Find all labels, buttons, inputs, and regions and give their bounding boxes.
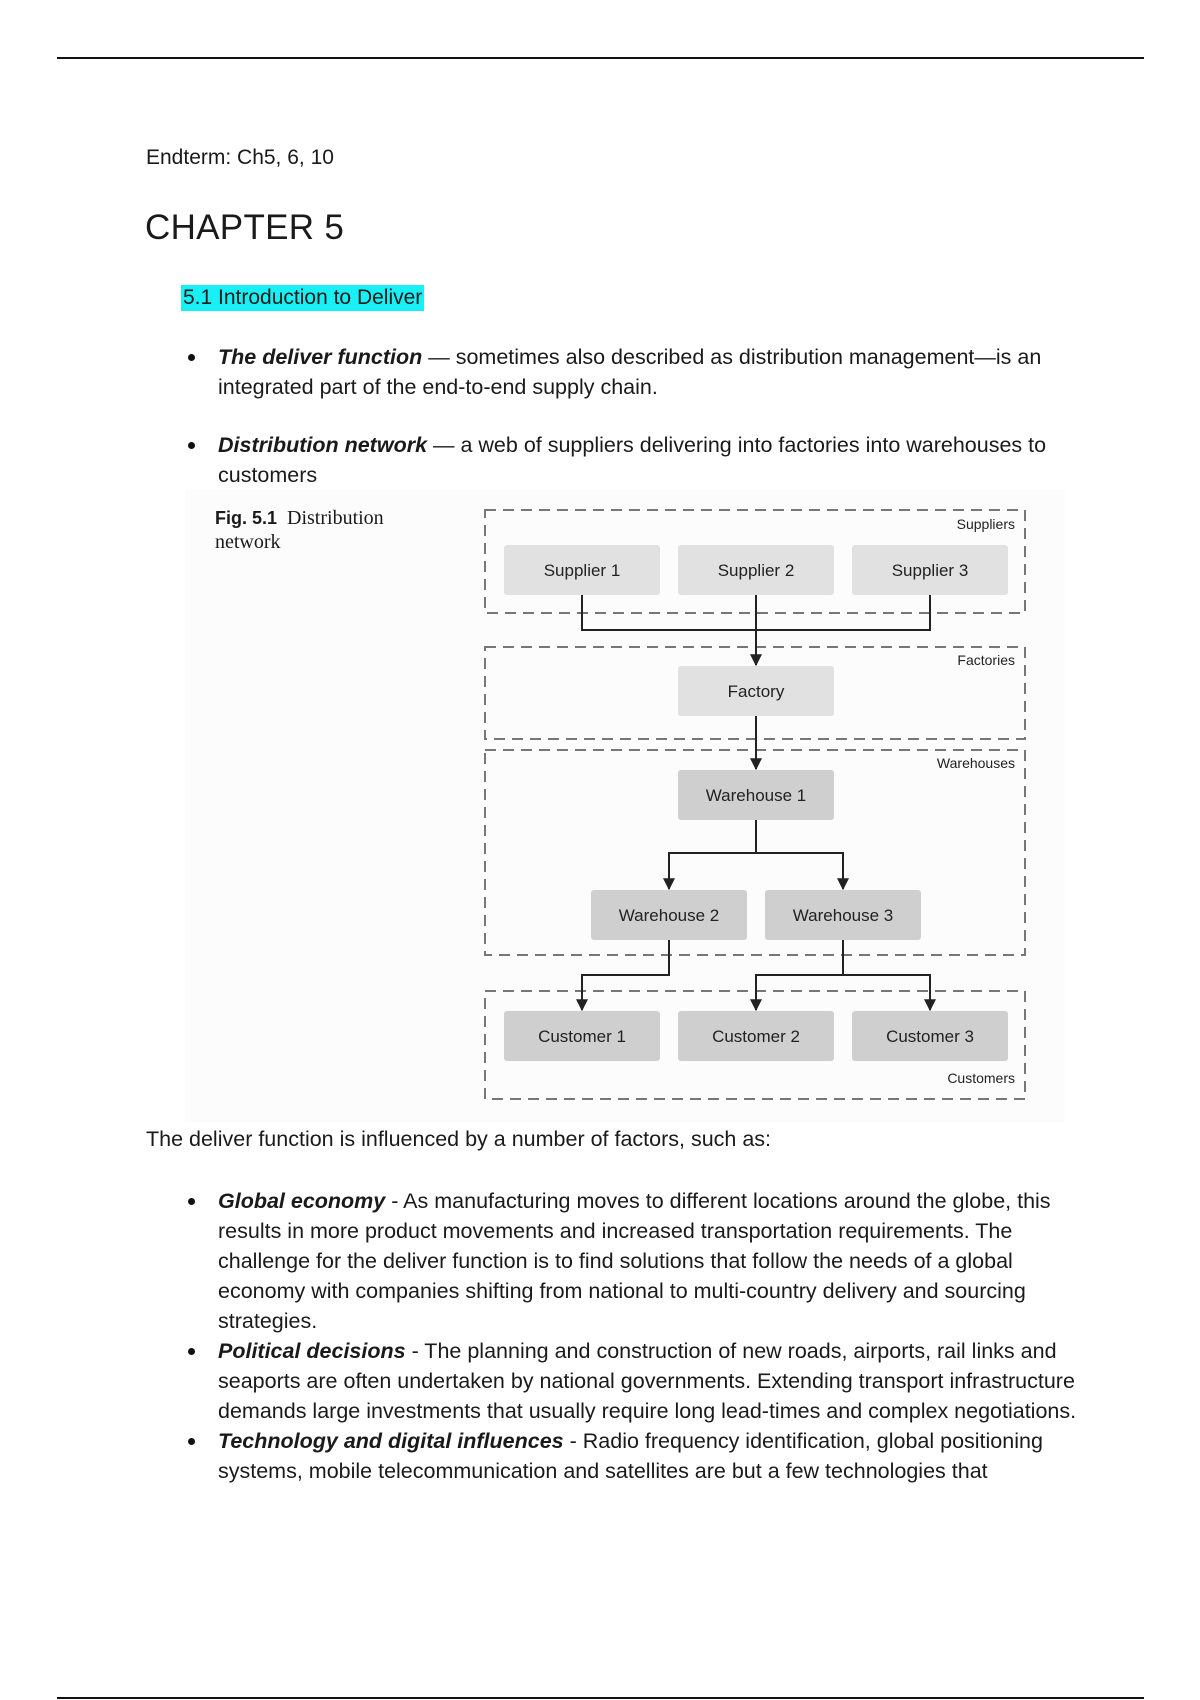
- supplier-1-node: [504, 545, 660, 595]
- customer-3-label: Customer 3: [886, 1027, 974, 1046]
- warehouses-group-label: Warehouses: [936, 755, 1015, 771]
- chapter-title: CHAPTER 5: [145, 208, 345, 247]
- list-item: [218, 342, 1078, 402]
- top-rule: [57, 57, 1144, 59]
- supplier-2-label: Supplier 2: [717, 561, 795, 580]
- supplier-3-label: Supplier 3: [891, 561, 969, 580]
- bottom-rule: [57, 1697, 1144, 1699]
- customer-2-node: [678, 1011, 834, 1061]
- definition-text: — sometimes also described as distribution management—is an integrated part of the end-to-end supply chain.: [218, 345, 1042, 399]
- list-item: [218, 430, 1078, 490]
- factor-text: - As manufacturing moves to different locations around the globe, this results in more product movements and increased transportation requirements. The challenge for the deliver function is to find solutions that follow the needs of a global economy with companies shifting from national to multi-country delivery and sourcing strategies.: [218, 1189, 1051, 1333]
- figure-label: Fig. 5.1: [215, 508, 278, 528]
- factory-label: Factory: [727, 682, 785, 701]
- edge-warehouse-1-to-warehouse-2: [669, 819, 756, 889]
- warehouse-3-node: [765, 890, 921, 940]
- list-item: [218, 1336, 1078, 1426]
- warehouse-2-node: [591, 890, 747, 940]
- edge-warehouse-3-to-customer-3: [843, 975, 930, 1010]
- figure-caption: [215, 506, 415, 554]
- list-item: [218, 1186, 1078, 1336]
- customer-1-label: Customer 1: [538, 1027, 626, 1046]
- distribution-network-diagram: [480, 505, 1040, 1110]
- warehouse-1-node: [678, 770, 834, 820]
- customer-3-node: [852, 1011, 1008, 1061]
- factor-text: - The planning and construction of new roads, airports, rail links and seaports are often undertaken by national governments. Extending transport infrastructure demands large investments that usually require long lead-times and complex negotiations.: [218, 1339, 1077, 1423]
- warehouse-1-label: Warehouse 1: [705, 786, 807, 805]
- supplier-3-node: [852, 545, 1008, 595]
- factor-term: Global economy: [218, 1189, 386, 1213]
- supplier-2-node: [678, 545, 834, 595]
- definition-text: — a web of suppliers delivering into factories into warehouses to customers: [218, 433, 1047, 487]
- factors-intro: The deliver function is influenced by a number of factors, such as:: [146, 1127, 772, 1151]
- warehouse-3-label: Warehouse 3: [792, 906, 894, 925]
- customer-2-label: Customer 2: [712, 1027, 800, 1046]
- definition-term: The deliver function: [218, 345, 423, 369]
- list-item: [218, 1426, 1078, 1486]
- customer-1-node: [504, 1011, 660, 1061]
- warehouse-2-label: Warehouse 2: [618, 906, 720, 925]
- figure-caption-text: Distribution network: [215, 507, 384, 553]
- factors-list: [218, 1186, 1078, 1486]
- factories-group-label: Factories: [957, 652, 1015, 668]
- factor-term: Political decisions: [218, 1339, 406, 1363]
- factor-text: - Radio frequency identification, global positioning systems, mobile telecommunication and satellites are but a few technologies that: [218, 1429, 1043, 1483]
- definition-term: Distribution network: [218, 433, 428, 457]
- edge-warehouse-2-to-customer-1: [582, 940, 669, 1010]
- supplier-1-label: Supplier 1: [543, 561, 621, 580]
- suppliers-group-label: Suppliers: [956, 516, 1015, 532]
- factor-term: Technology and digital influences: [218, 1429, 564, 1453]
- edge-warehouse-3-to-customer-2: [756, 940, 843, 1010]
- customers-group-label: Customers: [947, 1070, 1015, 1086]
- document-subtitle: Endterm: Ch5, 6, 10: [146, 146, 334, 169]
- section-heading: 5.1 Introduction to Deliver: [183, 286, 423, 309]
- factory-node: [678, 666, 834, 716]
- edge-warehouse-1-to-warehouse-3: [756, 853, 843, 889]
